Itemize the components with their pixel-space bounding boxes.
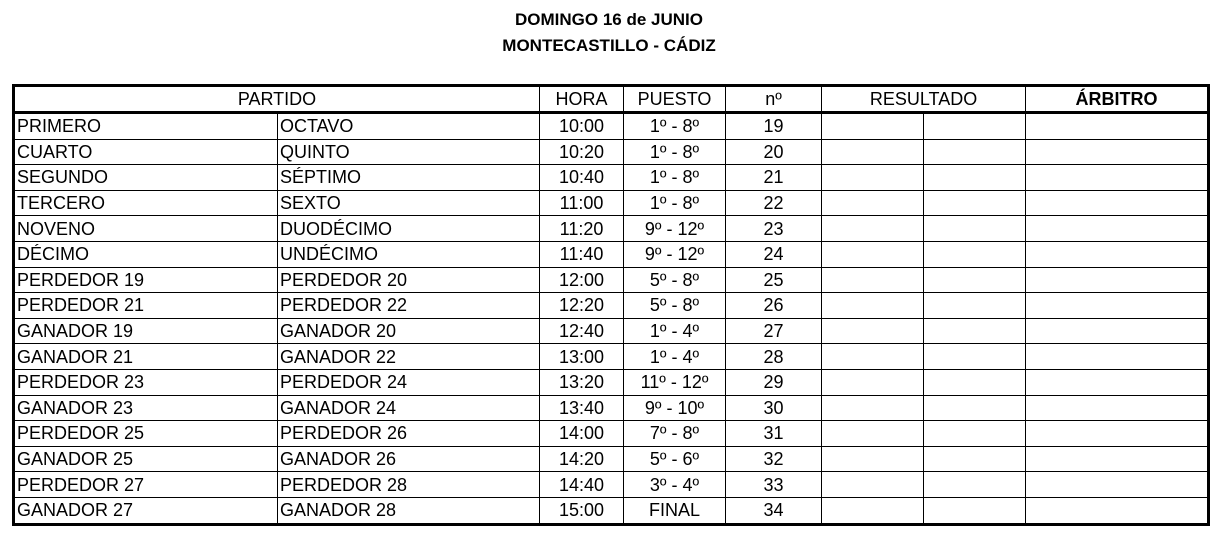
hora-cell: 15:00 (540, 497, 624, 524)
page-title: DOMINGO 16 de JUNIO (515, 10, 703, 29)
team1-cell: GANADOR 19 (14, 318, 278, 344)
table-row (14, 497, 1209, 524)
table-row (14, 318, 1209, 344)
team1-cell: TERCERO (14, 190, 278, 216)
numero-cell: 30 (726, 395, 822, 421)
numero-cell: 33 (726, 472, 822, 498)
team1-cell: PRIMERO (14, 113, 278, 140)
resultado-team1-cell (822, 497, 924, 524)
team1-cell: CUARTO (14, 139, 278, 165)
resultado-team2-cell (924, 318, 1026, 344)
table-row (14, 472, 1209, 498)
hora-cell: 11:20 (540, 216, 624, 242)
puesto-cell: FINAL (624, 497, 726, 524)
numero-cell: 19 (726, 113, 822, 140)
resultado-team1-cell (822, 472, 924, 498)
puesto-cell: 1º - 4º (624, 344, 726, 370)
arbitro-cell (1026, 241, 1209, 267)
puesto-cell: 9º - 12º (624, 216, 726, 242)
table-header-row (14, 86, 1209, 113)
team2-cell: GANADOR 22 (278, 344, 540, 370)
numero-cell: 21 (726, 165, 822, 191)
puesto-cell: 1º - 8º (624, 139, 726, 165)
resultado-team1-cell (822, 369, 924, 395)
table-row (14, 267, 1209, 293)
resultado-team1-cell (822, 318, 924, 344)
puesto-cell: 11º - 12º (624, 369, 726, 395)
arbitro-cell (1026, 113, 1209, 140)
resultado-team1-cell (822, 395, 924, 421)
team2-cell: PERDEDOR 26 (278, 421, 540, 447)
hora-cell: 12:40 (540, 318, 624, 344)
column-header-partido: PARTIDO (14, 86, 540, 113)
hora-cell: 13:00 (540, 344, 624, 370)
team2-cell: DUODÉCIMO (278, 216, 540, 242)
team2-cell: QUINTO (278, 139, 540, 165)
puesto-cell: 5º - 8º (624, 267, 726, 293)
arbitro-cell (1026, 267, 1209, 293)
team1-cell: PERDEDOR 23 (14, 369, 278, 395)
arbitro-cell (1026, 497, 1209, 524)
arbitro-cell (1026, 318, 1209, 344)
column-header-hora: HORA (540, 86, 624, 113)
resultado-team2-cell (924, 446, 1026, 472)
team1-cell: PERDEDOR 21 (14, 293, 278, 319)
numero-cell: 20 (726, 139, 822, 165)
hora-cell: 11:00 (540, 190, 624, 216)
resultado-team2-cell (924, 139, 1026, 165)
numero-cell: 26 (726, 293, 822, 319)
hora-cell: 13:40 (540, 395, 624, 421)
team2-cell: SEXTO (278, 190, 540, 216)
column-header-resultado: RESULTADO (822, 86, 1026, 113)
team2-cell: PERDEDOR 28 (278, 472, 540, 498)
puesto-cell: 1º - 8º (624, 113, 726, 140)
resultado-team2-cell (924, 344, 1026, 370)
arbitro-cell (1026, 139, 1209, 165)
team2-cell: PERDEDOR 24 (278, 369, 540, 395)
numero-cell: 24 (726, 241, 822, 267)
table-row (14, 113, 1209, 140)
resultado-team1-cell (822, 344, 924, 370)
puesto-cell: 1º - 8º (624, 190, 726, 216)
hora-cell: 11:40 (540, 241, 624, 267)
team1-cell: PERDEDOR 27 (14, 472, 278, 498)
numero-cell: 25 (726, 267, 822, 293)
resultado-team2-cell (924, 497, 1026, 524)
hora-cell: 14:00 (540, 421, 624, 447)
hora-cell: 10:40 (540, 165, 624, 191)
resultado-team2-cell (924, 241, 1026, 267)
table-row (14, 446, 1209, 472)
resultado-team1-cell (822, 241, 924, 267)
arbitro-cell (1026, 369, 1209, 395)
team2-cell: GANADOR 28 (278, 497, 540, 524)
table-row (14, 293, 1209, 319)
table-row (14, 190, 1209, 216)
numero-cell: 22 (726, 190, 822, 216)
column-header-numero: nº (726, 86, 822, 113)
arbitro-cell (1026, 446, 1209, 472)
puesto-cell: 1º - 4º (624, 318, 726, 344)
hora-cell: 12:20 (540, 293, 624, 319)
team2-cell: UNDÉCIMO (278, 241, 540, 267)
resultado-team1-cell (822, 446, 924, 472)
hora-cell: 13:20 (540, 369, 624, 395)
arbitro-cell (1026, 216, 1209, 242)
team2-cell: PERDEDOR 22 (278, 293, 540, 319)
arbitro-cell (1026, 395, 1209, 421)
resultado-team2-cell (924, 421, 1026, 447)
numero-cell: 27 (726, 318, 822, 344)
resultado-team1-cell (822, 139, 924, 165)
page-subtitle: MONTECASTILLO - CÁDIZ (502, 36, 716, 55)
arbitro-cell (1026, 293, 1209, 319)
resultado-team1-cell (822, 165, 924, 191)
team2-cell: GANADOR 24 (278, 395, 540, 421)
hora-cell: 10:00 (540, 113, 624, 140)
table-row (14, 165, 1209, 191)
team1-cell: GANADOR 21 (14, 344, 278, 370)
puesto-cell: 5º - 6º (624, 446, 726, 472)
resultado-team2-cell (924, 369, 1026, 395)
table-body (14, 113, 1209, 525)
table-row (14, 216, 1209, 242)
team1-cell: DÉCIMO (14, 241, 278, 267)
arbitro-cell (1026, 190, 1209, 216)
resultado-team1-cell (822, 190, 924, 216)
team1-cell: SEGUNDO (14, 165, 278, 191)
puesto-cell: 1º - 8º (624, 165, 726, 191)
arbitro-cell (1026, 344, 1209, 370)
numero-cell: 34 (726, 497, 822, 524)
numero-cell: 32 (726, 446, 822, 472)
team2-cell: OCTAVO (278, 113, 540, 140)
hora-cell: 10:20 (540, 139, 624, 165)
arbitro-cell (1026, 165, 1209, 191)
table-row (14, 395, 1209, 421)
team1-cell: PERDEDOR 25 (14, 421, 278, 447)
resultado-team1-cell (822, 293, 924, 319)
team2-cell: SÉPTIMO (278, 165, 540, 191)
table-row (14, 369, 1209, 395)
team1-cell: PERDEDOR 19 (14, 267, 278, 293)
resultado-team1-cell (822, 113, 924, 140)
resultado-team2-cell (924, 267, 1026, 293)
resultado-team2-cell (924, 293, 1026, 319)
team2-cell: GANADOR 20 (278, 318, 540, 344)
numero-cell: 29 (726, 369, 822, 395)
hora-cell: 14:20 (540, 446, 624, 472)
resultado-team2-cell (924, 472, 1026, 498)
table-row (14, 421, 1209, 447)
puesto-cell: 7º - 8º (624, 421, 726, 447)
column-header-puesto: PUESTO (624, 86, 726, 113)
numero-cell: 28 (726, 344, 822, 370)
resultado-team2-cell (924, 113, 1026, 140)
resultado-team1-cell (822, 216, 924, 242)
column-header-arbitro: ÁRBITRO (1026, 86, 1209, 113)
hora-cell: 14:40 (540, 472, 624, 498)
arbitro-cell (1026, 472, 1209, 498)
team1-cell: GANADOR 27 (14, 497, 278, 524)
team2-cell: GANADOR 26 (278, 446, 540, 472)
puesto-cell: 9º - 12º (624, 241, 726, 267)
numero-cell: 31 (726, 421, 822, 447)
table-row (14, 344, 1209, 370)
resultado-team2-cell (924, 165, 1026, 191)
table-row (14, 241, 1209, 267)
table-row (14, 139, 1209, 165)
resultado-team2-cell (924, 395, 1026, 421)
arbitro-cell (1026, 421, 1209, 447)
team1-cell: GANADOR 23 (14, 395, 278, 421)
puesto-cell: 3º - 4º (624, 472, 726, 498)
resultado-team1-cell (822, 421, 924, 447)
team2-cell: PERDEDOR 20 (278, 267, 540, 293)
puesto-cell: 5º - 8º (624, 293, 726, 319)
schedule-table (12, 84, 1210, 526)
puesto-cell: 9º - 10º (624, 395, 726, 421)
resultado-team1-cell (822, 267, 924, 293)
resultado-team2-cell (924, 190, 1026, 216)
team1-cell: GANADOR 25 (14, 446, 278, 472)
team1-cell: NOVENO (14, 216, 278, 242)
resultado-team2-cell (924, 216, 1026, 242)
hora-cell: 12:00 (540, 267, 624, 293)
numero-cell: 23 (726, 216, 822, 242)
